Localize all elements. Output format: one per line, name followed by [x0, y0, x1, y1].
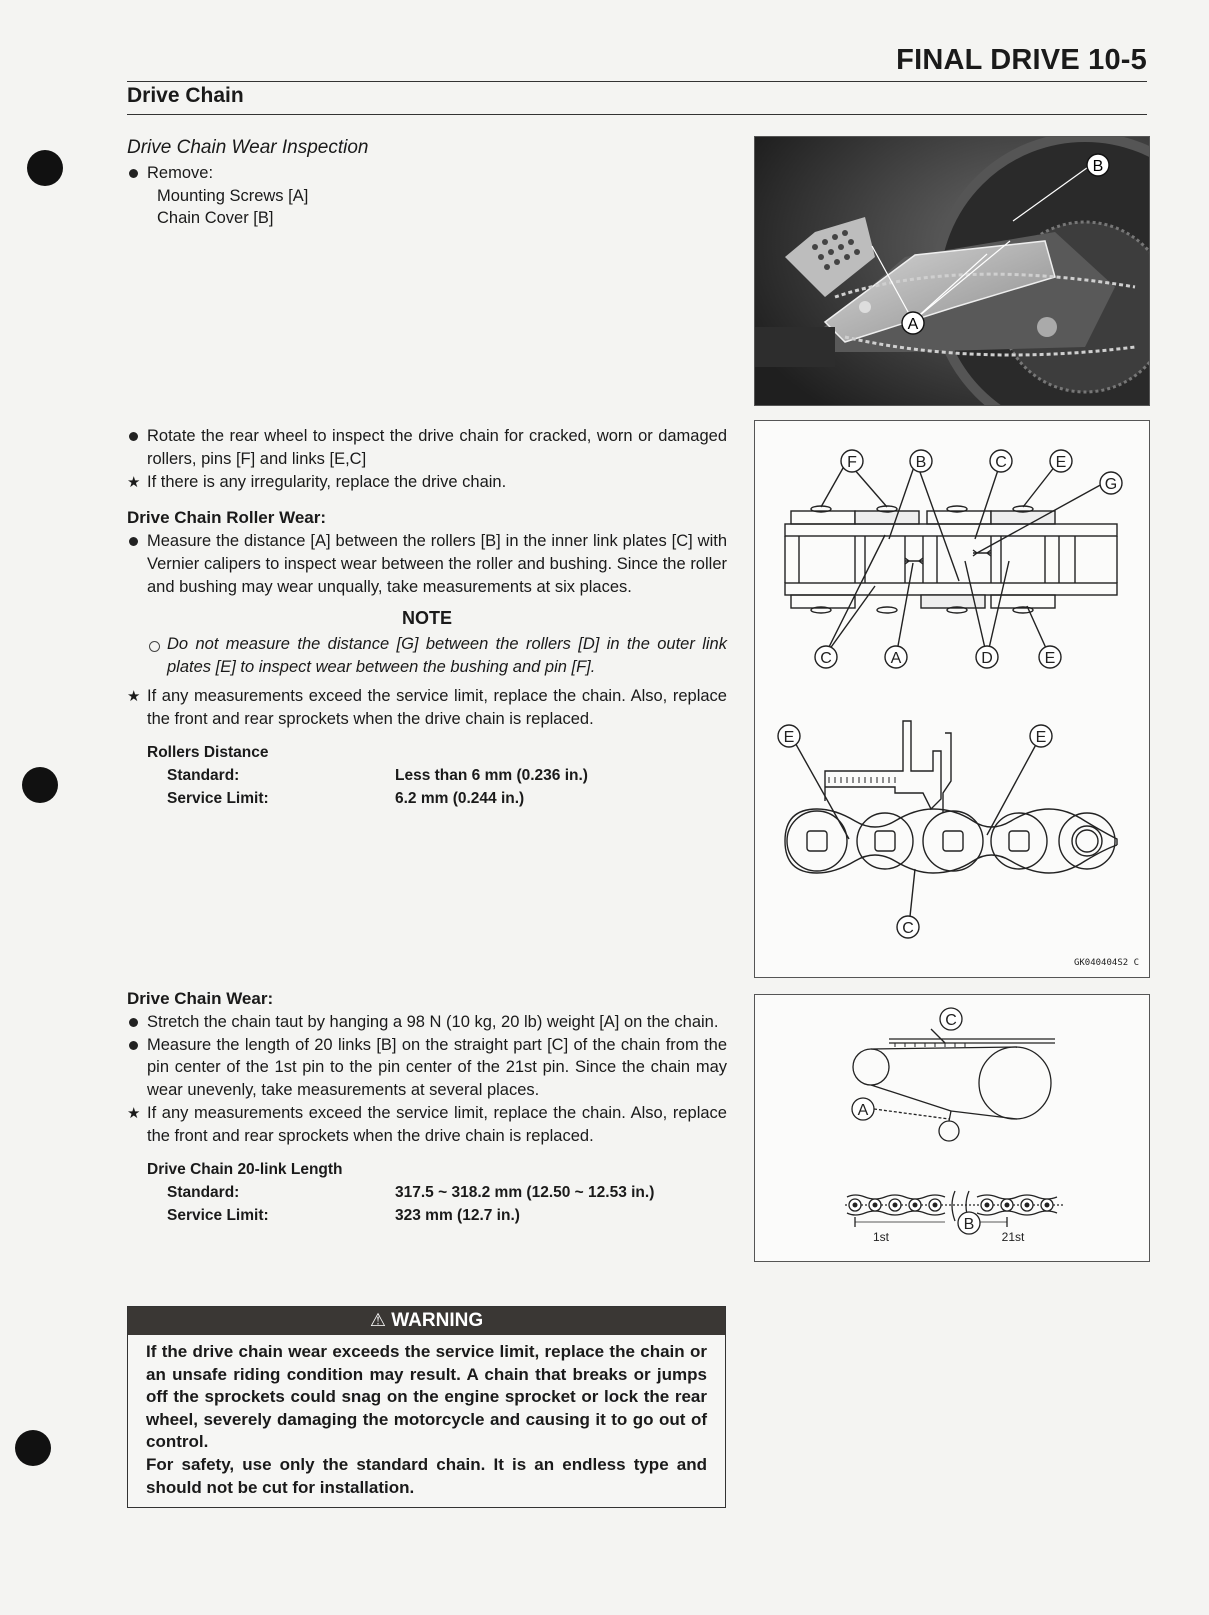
spec-label: Service Limit:	[167, 1206, 269, 1224]
chain-wear-block	[127, 988, 727, 1227]
callout-e: E	[1035, 729, 1047, 746]
section-rule	[127, 114, 1147, 115]
chain-length-diagram	[754, 994, 1150, 1262]
callout-d: D	[981, 650, 993, 667]
callout-f: F	[847, 454, 857, 471]
chain-length-spec	[147, 1158, 727, 1227]
chain-cover-photo	[754, 136, 1150, 406]
remove-item: Chain Cover [B]	[157, 209, 274, 228]
warning-header	[128, 1307, 725, 1335]
chain-cover-photo-svg	[755, 137, 1149, 405]
chain-roller-diagram	[754, 420, 1150, 978]
warning-paragraph: For safety, use only the standard chain. It is an endless type and should not be cut for installation.	[146, 1454, 707, 1497]
spec-title: Drive Chain 20-link Length	[147, 1160, 343, 1178]
callout-e: E	[1055, 454, 1067, 471]
rotate-step: Rotate the rear wheel to inspect the drive chain for cracked, worn or damaged rollers, pins [F] and links [E,C]	[127, 425, 727, 471]
inspection-block	[127, 137, 727, 230]
header-rule	[127, 81, 1147, 82]
inspection-subtitle: Drive Chain Wear Inspection	[127, 137, 369, 158]
punch-hole	[15, 1430, 51, 1466]
callout-e: E	[1044, 650, 1056, 667]
warning-triangle-icon: ⚠	[369, 1310, 387, 1331]
callout-e: E	[783, 729, 795, 746]
warning-title: WARNING	[391, 1310, 484, 1331]
callout-c: C	[995, 454, 1007, 471]
warning-box	[127, 1306, 726, 1508]
callout-b: B	[915, 454, 927, 471]
roller-wear-heading: Drive Chain Roller Wear:	[127, 508, 327, 528]
spec-label: Standard:	[167, 1183, 240, 1201]
spec-title: Rollers Distance	[147, 743, 269, 761]
callout-c: C	[945, 1012, 957, 1029]
callout-label: B	[1092, 158, 1104, 175]
stretch-step: Stretch the chain taut by hanging a 98 N (10 kg, 20 lb) weight [A] on the chain.	[127, 1011, 727, 1034]
remove-step: Remove:	[127, 162, 727, 185]
callout-c: C	[820, 650, 832, 667]
roller-exceed-step: ★ If any measurements exceed the service limit, replace the chain. Also, replace the front and rear sprockets when the drive chain is replaced.	[127, 685, 727, 731]
rotate-block	[127, 425, 727, 810]
roller-measure-step: Measure the distance [A] between the rollers [B] in the inner link plates [C] with Vernier calipers to inspect wear between the roller and bushing. Since the roller and bushing may wear unqually, take measurements at six places.	[127, 530, 727, 598]
callout-b: B	[963, 1216, 975, 1233]
chain-wear-heading: Drive Chain Wear:	[127, 989, 274, 1008]
note-text: Do not measure the distance [G] between the rollers [D] in the outer link plates [E] to inspect wear between the bushing and pin [F].	[127, 633, 727, 679]
spec-value: 323 mm (12.7 in.)	[395, 1206, 520, 1224]
callout-a: A	[857, 1102, 869, 1119]
callout-b	[1087, 154, 1109, 176]
punch-hole	[22, 767, 58, 803]
rollers-distance-spec	[147, 741, 727, 810]
section-title: Drive Chain	[127, 84, 244, 107]
irregular-step: ★ If there is any irregularity, replace the drive chain.	[127, 471, 727, 494]
note-heading: NOTE	[401, 607, 452, 628]
page-title: FINAL DRIVE 10-5	[896, 44, 1147, 76]
callout-a	[902, 312, 924, 334]
figure-code: GK040404S2 C	[1073, 958, 1139, 968]
chain-roller-diagram-svg	[755, 421, 1149, 977]
callout-g: G	[1104, 476, 1118, 493]
length-measure-step: Measure the length of 20 links [B] on the straight part [C] of the chain from the pin center of the 1st pin to the pin center of the 21st pin. Since the chain may wear unevenly, take measurements at several places.	[127, 1034, 727, 1102]
callout-label: A	[907, 316, 919, 333]
callout-a: A	[890, 650, 902, 667]
spec-value: 6.2 mm (0.244 in.)	[395, 789, 525, 807]
chain-length-diagram-svg	[755, 995, 1149, 1261]
spec-value: Less than 6 mm (0.236 in.)	[395, 766, 588, 784]
punch-hole	[27, 150, 63, 186]
first-pin-label: 1st	[872, 1230, 890, 1244]
last-pin-label: 21st	[1001, 1230, 1025, 1244]
remove-item: Mounting Screws [A]	[157, 186, 309, 205]
spec-label: Standard:	[167, 766, 240, 784]
spec-label: Service Limit:	[167, 789, 269, 807]
warning-body	[128, 1335, 725, 1499]
chain-exceed-step: ★ If any measurements exceed the service limit, replace the chain. Also, replace the front and rear sprockets when the drive chain is replaced.	[127, 1102, 727, 1148]
callout-c: C	[902, 920, 914, 937]
warning-paragraph: If the drive chain wear exceeds the service limit, replace the chain or an unsafe riding condition may result. A chain that breaks or jumps off the sprockets could snag on the engine sprocket or lock the rear wheel, severely damaging the motorcycle and causing it to go out of control.	[146, 1342, 707, 1452]
spec-value: 317.5 ~ 318.2 mm (12.50 ~ 12.53 in.)	[395, 1183, 655, 1201]
